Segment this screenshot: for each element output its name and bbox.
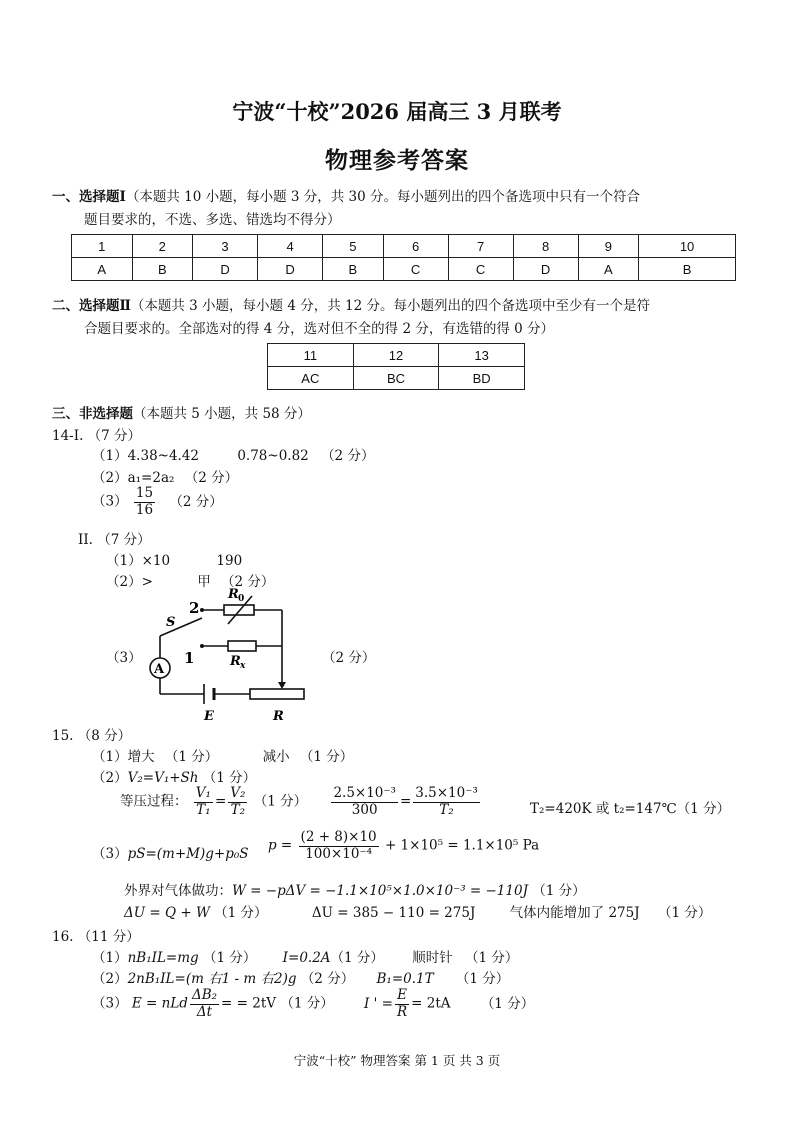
q14-part2 [92,466,238,486]
q14-II-label: II. [78,532,93,548]
part-label: （1） [106,553,142,569]
equation-rhs: + 1×10⁵ = 1.1×10⁵ Pa [384,837,540,854]
section1-number-row [72,235,736,258]
table-cell: A [72,258,133,281]
section2-intro [52,294,650,314]
score: （1 分） [465,950,519,966]
denominator: 16 [135,501,154,518]
q16-part2 [92,967,509,987]
part-label: （2） [92,770,128,786]
numerator: 3.5×10⁻³ [415,785,478,801]
q15-part2 [92,766,256,786]
q14-II-header [78,528,151,548]
table-cell: BD [439,367,525,390]
score: （1 分） [202,950,257,966]
equation-lhs: p = [268,837,293,854]
circuit-label-r0: R [228,587,239,602]
circuit-label-2: 2 [189,599,200,617]
score: （2 分） [184,470,239,486]
denominator: T₂ [439,801,454,818]
circuit-label-r: R [273,709,284,724]
part-label: （1） [92,448,128,464]
equation-rhs: = = 2tV [221,995,277,1012]
section1-answer-table [71,234,736,281]
table-cell: 8 [513,235,578,258]
answer-value: > [141,574,153,590]
part-label: （2） [92,971,128,987]
score: （2 分） [221,574,275,590]
equation: ΔU = Q + W [124,905,210,921]
table-cell: A [578,258,639,281]
circuit-label-r0-sub: 0 [238,594,245,604]
fraction [228,786,247,818]
section1-desc-line1: （本题共 10 小题，每小题 3 分，共 30 分。每小题列出的四个备选项中只有一个符合 [125,189,641,205]
q15-score: （8 分） [77,728,132,744]
denominator: T₁ [196,801,211,818]
page-subtitle: 物理参考答案 [325,147,469,174]
section2-desc-line1: （本题共 3 小题，每小题 4 分，共 12 分。每小题列出的四个备选项中至少有一个是符 [130,298,650,314]
answer-value: 增大 [127,749,155,765]
q14-II-part3-score: （2 分） [322,650,376,666]
answer-value: 气体内能增加了 275J [509,905,640,921]
answer-value: 0.78~0.82 [237,448,309,464]
circuit-label-rx: R [230,654,241,669]
score: （1 分） [330,950,384,966]
section2-number-row [268,344,525,367]
score: （2 分） [300,971,355,987]
q15-label: 15. [52,728,74,744]
q16-label: 16. [52,929,74,945]
ammeter-label: A [154,662,165,677]
score: （1 分） [280,995,334,1012]
score: （1 分） [253,793,308,810]
q15-header [52,724,131,744]
resistor-rx [228,641,256,651]
denominator: Δt [196,1003,213,1020]
score: （1 分） [657,905,712,921]
part-label: （2） [92,470,128,486]
table-cell: D [193,258,258,281]
page-title: 宁波“十校”2026 届高三 3 月联考 [232,99,562,124]
q15-isobaric: 等压过程： $\frac{\text{V₁}}{\text{T₁}}$ = $\frac{\text{V₂}}{\text{T₂}}$ （1 分） $\frac{\text{2.5×10⁻³}}{300}$ = $\frac{\text{3.5×10⁻³}}{\text{T₂}}$ [120,785,478,818]
circuit-label-s: S [166,615,176,630]
part-label: （3） [92,846,128,862]
circuit-label-e: E [204,709,214,724]
terminal [200,608,204,612]
answer-value: ×10 [141,553,171,569]
equation-lhs: I ' = [364,995,393,1012]
score: （1 分） [455,971,510,987]
denominator: 100×10⁻⁴ [305,845,372,862]
score: （1 分） [202,770,257,786]
answer-value: 减小 [262,749,290,765]
answer-value: T₂=420K 或 t₂=147℃ [530,801,677,817]
numerator: 15 [135,485,154,501]
table-cell: D [258,258,323,281]
part-label: （1） [92,950,128,966]
numerator: ΔB₂ [191,987,218,1003]
score: （1 分） [214,905,268,921]
part-label: （1） [92,749,128,765]
equation: W = −pΔV = −1.1×10⁵×1.0×10⁻³ = −110J [232,883,528,899]
section2-heading: 二、选择题Ⅱ [52,298,131,314]
equation: nB₁IL=mg [127,950,199,966]
q15-part3-eq [92,842,249,862]
part-label: （3） [92,995,128,1012]
numerator: E [395,988,409,1005]
section2-answer-row [268,367,525,390]
table-cell: 6 [383,235,448,258]
circuit-diagram [138,580,318,726]
table-cell: 4 [258,235,323,258]
circuit-label-rx-sub: x [240,661,246,671]
section3-intro [52,402,311,422]
answer-value: a₁=2a₂ [127,470,175,486]
table-cell: D [513,258,578,281]
numerator: (2 + 8)×10 [300,829,377,845]
table-cell: 12 [353,344,439,367]
fraction [395,988,409,1020]
table-cell: 11 [268,344,354,367]
score: （1 分） [676,801,731,817]
table-cell: B [132,258,193,281]
table-cell: 2 [132,235,193,258]
slide-rheostat [250,689,304,699]
denominator: T₂ [230,801,246,818]
q15-temperature-result [530,797,730,817]
q14-I-header [52,424,141,444]
q14-part3 [92,486,223,518]
equation-rhs: = 2tA [411,995,451,1012]
answer-value: 甲 [197,574,211,590]
q15-part1 [92,745,353,765]
table-cell: 13 [439,344,525,367]
q16-part1 [92,946,518,966]
table-cell: 3 [193,235,258,258]
section2-desc-line2: 合题目要求的。全部选对的得 4 分，选对但不全的得 2 分，有选错的得 0 分） [84,321,555,337]
answer-value: V₂=V₁+Sh [127,770,199,786]
section1-intro [52,185,640,205]
equation-lhs: E = nLd [131,995,188,1012]
section3-desc: （本题共 5 小题，共 58 分） [133,406,311,422]
q14-part1 [92,444,374,464]
answer-value: 4.38~4.42 [127,448,200,464]
fraction [194,786,213,818]
section2-answer-table [267,343,525,390]
score: （2 分） [321,448,375,464]
part-label: （3） [92,493,128,510]
table-cell: AC [268,367,354,390]
answer-value: B₁=0.1T [376,971,434,987]
numerator: V₁ [195,785,211,801]
denominator: 300 [351,801,378,818]
score: （2 分） [169,493,223,510]
equation: ΔU = 385 − 110 = 275J [311,905,476,921]
table-cell: B [323,258,384,281]
circuit-label-1: 1 [184,649,195,667]
q14-I-score: （7 分） [87,428,142,444]
label: 等压过程： [120,793,188,810]
slider-arrow [278,682,286,689]
section1-answer-row [72,258,736,281]
score: （1 分） [299,749,354,765]
q16-header [52,925,140,945]
table-cell: 1 [72,235,133,258]
fraction [331,786,398,818]
q14-II-part1 [106,549,242,569]
table-cell: C [383,258,448,281]
numerator: V₂ [230,785,246,801]
table-cell: 5 [323,235,384,258]
fraction [299,830,379,862]
answer-value: I=0.2A [282,950,331,966]
section1-desc-line2: 题目要求的，不选、多选、错选均不得分） [84,212,341,228]
answer-value: pS=(m+M)g+p₀S [127,846,249,862]
denominator: R [396,1003,408,1020]
q16-part3 [92,988,534,1020]
q15-internal-energy [124,901,711,921]
part-label: （2） [106,574,142,590]
section3-heading: 三、非选择题 [52,406,133,422]
table-cell: 10 [639,235,736,258]
equation: 2nB₁IL=(m 右1 - m 右2)g [127,971,297,987]
q14-II-score: （7 分） [97,532,151,548]
q16-score: （11 分） [77,929,140,945]
section1-heading: 一、选择题Ⅰ [52,189,126,205]
q14-II-part3-label: （3） [106,650,142,666]
score: （1 分） [480,995,535,1012]
terminal [200,644,204,648]
table-cell: 9 [578,235,639,258]
page-footer: 宁波“十校” 物理答案 第 1 页 共 3 页 [293,1053,501,1068]
score: （1 分） [164,749,219,765]
answer-value: 190 [216,553,243,569]
q15-pressure [268,830,539,862]
fraction [190,988,219,1020]
q15-work [124,879,586,899]
table-cell: 7 [448,235,513,258]
table-cell: BC [353,367,439,390]
label: 外界对气体做功： [124,883,232,899]
numerator: 2.5×10⁻³ [333,785,396,801]
fraction [134,486,155,518]
table-cell: C [448,258,513,281]
answer-value: 顺时针 [412,950,453,966]
fraction [413,786,480,818]
q14-I-label: 14-I. [52,428,84,444]
score: （1 分） [532,883,586,899]
table-cell: B [639,258,736,281]
